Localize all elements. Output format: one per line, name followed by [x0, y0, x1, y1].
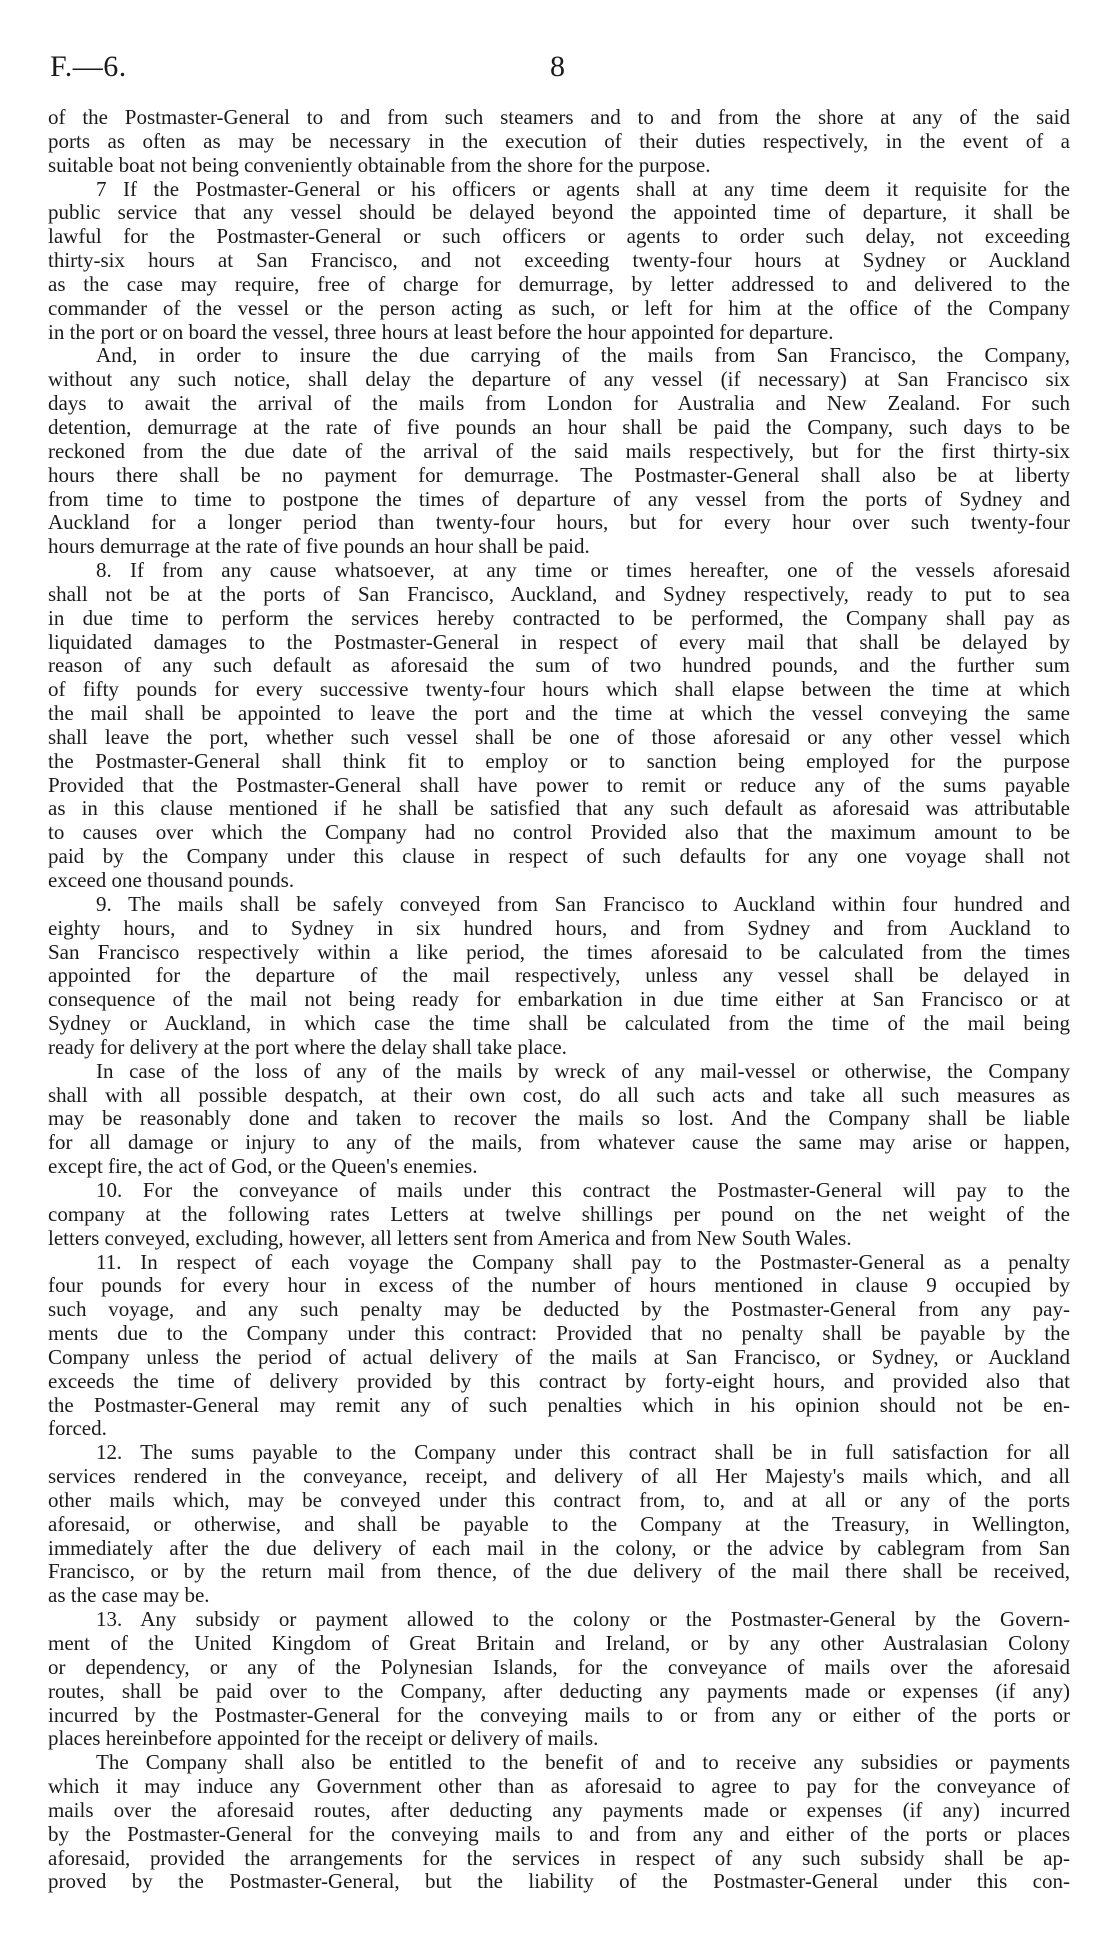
paragraph: [48, 178, 1070, 345]
paragraph: [48, 1441, 1070, 1608]
text-line: Provided that the Postmaster-General shall have power to remit or reduce any of the sums payable: [48, 772, 1070, 797]
text-line: forced.: [48, 1416, 107, 1441]
text-line: as the case may be.: [48, 1583, 210, 1608]
text-line: except fire, the act of God, or the Queen's enemies.: [48, 1154, 478, 1179]
text-line: as in this clause mentioned if he shall be satisfied that any such default as aforesaid was attributable: [48, 796, 1070, 821]
paragraph: [48, 559, 1070, 893]
text-line: San Francisco respectively within a like period, the times aforesaid to be calculated from the times: [48, 939, 1070, 964]
text-line: exceed one thousand pounds.: [48, 868, 295, 892]
text-line: aforesaid, provided the arrangements for the services in respect of any such subsidy shall be ap-: [48, 1845, 1070, 1870]
text-line: the Postmaster-General may remit any of such penalties which in his opinion should not be en-: [48, 1392, 1070, 1417]
text-line: 9. The mails shall be safely conveyed from San Francisco to Auckland within four hundred and: [96, 891, 1070, 916]
text-line: for all damage or injury to any of the mails, from whatever cause the same may arise or happen,: [48, 1130, 1070, 1155]
text-line: 12. The sums payable to the Company under this contract shall be in full satisfaction for all: [96, 1440, 1070, 1465]
text-line: 10. For the conveyance of mails under this contract the Postmaster-General will pay to the: [96, 1177, 1070, 1202]
text-line: other mails which, may be conveyed under this contract from, to, and at all or any of the ports: [48, 1487, 1070, 1512]
text-line: 7 If the Postmaster-General or his officers or agents shall at any time deem it requisite for the: [96, 176, 1070, 201]
text-line: suitable boat not being conveniently obtainable from the shore for the purpose.: [48, 152, 711, 177]
text-line: lawful for the Postmaster-General or such officers or agents to order such delay, not exceeding: [48, 224, 1070, 249]
text-line: four pounds for every hour in excess of the number of hours mentioned in clause 9 occupied by: [48, 1273, 1070, 1298]
text-line: hours demurrage at the rate of five pounds an hour shall be paid.: [48, 534, 590, 559]
text-line: 13. Any subsidy or payment allowed to the colony or the Postmaster-General by the Govern-: [96, 1607, 1070, 1632]
text-line: public service that any vessel should be delayed beyond the appointed time of departure, it shall be: [48, 200, 1070, 225]
paragraph: [48, 1060, 1070, 1179]
text-line: reason of any such default as aforesaid the sum of two hundred pounds, and the further sum: [48, 653, 1070, 678]
text-line: Company unless the period of actual delivery of the mails at San Francisco, or Sydney, or Auckland: [48, 1344, 1070, 1369]
text-line: reckoned from the due date of the arrival of the said mails respectively, but for the first thirty-six: [48, 438, 1070, 463]
text-line: proved by the Postmaster-General, but the liability of the Postmaster-General under this con-: [48, 1869, 1070, 1894]
text-line: hours there shall be no payment for demurrage. The Postmaster-General shall also be at liberty: [48, 462, 1070, 487]
text-line: shall leave the port, whether such vessel shall be one of those aforesaid or any other vessel which: [48, 724, 1070, 749]
paragraph: [48, 1751, 1070, 1894]
text-line: paid by the Company under this clause in respect of such defaults for any one voyage shall not: [48, 844, 1070, 869]
paragraph: [48, 344, 1070, 559]
text-line: Francisco, or by the return mail from thence, of the due delivery of the mail there shall be received,: [48, 1559, 1070, 1584]
text-line: eighty hours, and to Sydney in six hundred hours, and from Sydney and from Auckland to: [48, 915, 1070, 940]
text-line: such voyage, and any such penalty may be deducted by the Postmaster-General from any pay-: [48, 1297, 1070, 1322]
text-line: mails over the aforesaid routes, after deducting any payments made or expenses (if any) incurred: [48, 1797, 1070, 1822]
text-line: shall not be at the ports of San Francisco, Auckland, and Sydney respectively, ready to put to sea: [48, 581, 1070, 606]
text-line: by the Postmaster-General for the conveying mails to and from any and either of the ports or places: [48, 1821, 1070, 1846]
text-line: the mail shall be appointed to leave the port and the time at which the vessel conveying the same: [48, 701, 1070, 726]
document-reference: F.—6.: [50, 50, 127, 83]
text-line: routes, shall be paid over to the Company, after deducting any payments made or expenses (if any): [48, 1678, 1070, 1703]
text-line: from time to time to postpone the times of departure of any vessel from the ports of Sydney and: [48, 486, 1070, 511]
text-line: Auckland for a longer period than twenty-four hours, but for every hour over such twenty-four: [48, 510, 1070, 535]
text-line: immediately after the due delivery of each mail in the colony, or the advice by cablegram from San: [48, 1535, 1070, 1560]
text-line: And, in order to insure the due carrying of the mails from San Francisco, the Company,: [96, 343, 1070, 368]
text-line: company at the following rates Letters at twelve shillings per pound on the net weight of the: [48, 1201, 1070, 1226]
text-line: ments due to the Company under this contract: Provided that no penalty shall be payable by the: [48, 1321, 1070, 1346]
text-line: of the Postmaster-General to and from such steamers and to and from the shore at any of the said: [48, 105, 1070, 129]
paragraph: [48, 1608, 1070, 1751]
paragraph: [48, 1251, 1070, 1442]
text-line: ready for delivery at the port where the delay shall take place.: [48, 1034, 567, 1059]
text-line: appointed for the departure of the mail respectively, unless any vessel shall be delayed in: [48, 963, 1070, 988]
text-line: which it may induce any Government other than as aforesaid to agree to pay for the conveyance of: [48, 1774, 1070, 1799]
text-line: days to await the arrival of the mails from London for Australia and New Zealand. For such: [48, 391, 1070, 416]
text-line: in the port or on board the vessel, three hours at least before the hour appointed for departure.: [48, 319, 834, 344]
paragraph: [48, 106, 1070, 178]
text-line: consequence of the mail not being ready for embarkation in due time either at San Francisco or at: [48, 987, 1070, 1012]
text-line: may be reasonably done and taken to recover the mails so lost. And the Company shall be liable: [48, 1106, 1070, 1131]
text-line: The Company shall also be entitled to the benefit of and to receive any subsidies or payments: [96, 1750, 1070, 1775]
page-number: 8: [550, 50, 566, 83]
text-line: services rendered in the conveyance, receipt, and delivery of all Her Majesty's mails which, and all: [48, 1464, 1070, 1489]
text-line: in due time to perform the services hereby contracted to be performed, the Company shall pay as: [48, 605, 1070, 630]
text-line: detention, demurrage at the rate of five pounds an hour shall be paid the Company, such days to be: [48, 414, 1070, 439]
text-line: liquidated damages to the Postmaster-General in respect of every mail that shall be delayed by: [48, 629, 1070, 654]
text-line: of fifty pounds for every successive twenty-four hours which shall elapse between the time at which: [48, 677, 1070, 702]
text-line: letters conveyed, excluding, however, all letters sent from America and from New South Wales.: [48, 1225, 852, 1250]
text-line: shall with all possible despatch, at their own cost, do all such acts and take all such measures as: [48, 1082, 1070, 1107]
text-line: incurred by the Postmaster-General for the conveying mails to or from any or either of the ports or: [48, 1702, 1070, 1727]
text-line: as the case may require, free of charge for demurrage, by letter addressed to and delivered to the: [48, 271, 1070, 296]
text-line: without any such notice, shall delay the departure of any vessel (if necessary) at San Francisco six: [48, 367, 1070, 392]
text-line: ment of the United Kingdom of Great Britain and Ireland, or by any other Australasian Colony: [48, 1631, 1070, 1655]
text-line: ports as often as may be necessary in the execution of their duties respectively, in the event of a: [48, 128, 1070, 153]
text-line: thirty-six hours at San Francisco, and not exceeding twenty-four hours at Sydney or Auckland: [48, 248, 1070, 273]
text-line: places hereinbefore appointed for the receipt or delivery of mails.: [48, 1726, 599, 1751]
text-line: 8. If from any cause whatsoever, at any time or times hereafter, one of the vessels aforesaid: [96, 558, 1070, 583]
text-line: aforesaid, or otherwise, and shall be payable to the Company at the Treasury, in Wellington,: [48, 1511, 1070, 1536]
text-line: commander of the vessel or the person acting as such, or left for him at the office of the Company: [48, 295, 1070, 320]
text-line: In case of the loss of any of the mails by wreck of any mail-vessel or otherwise, the Company: [96, 1058, 1070, 1083]
document-body: [48, 106, 1070, 1894]
text-line: the Postmaster-General shall think fit to employ or to sanction being employed for the purpose: [48, 748, 1070, 773]
text-line: exceeds the time of delivery provided by this contract by forty-eight hours, and provided also that: [48, 1368, 1070, 1393]
text-line: to causes over which the Company had no control Provided also that the maximum amount to be: [48, 820, 1070, 845]
paragraph: [48, 893, 1070, 1060]
text-line: Sydney or Auckland, in which case the time shall be calculated from the time of the mail being: [48, 1011, 1070, 1036]
paragraph: [48, 1179, 1070, 1251]
text-line: 11. In respect of each voyage the Company shall pay to the Postmaster-General as a penalty: [96, 1249, 1070, 1274]
text-line: or dependency, or any of the Polynesian Islands, for the conveyance of mails over the aforesaid: [48, 1654, 1070, 1679]
